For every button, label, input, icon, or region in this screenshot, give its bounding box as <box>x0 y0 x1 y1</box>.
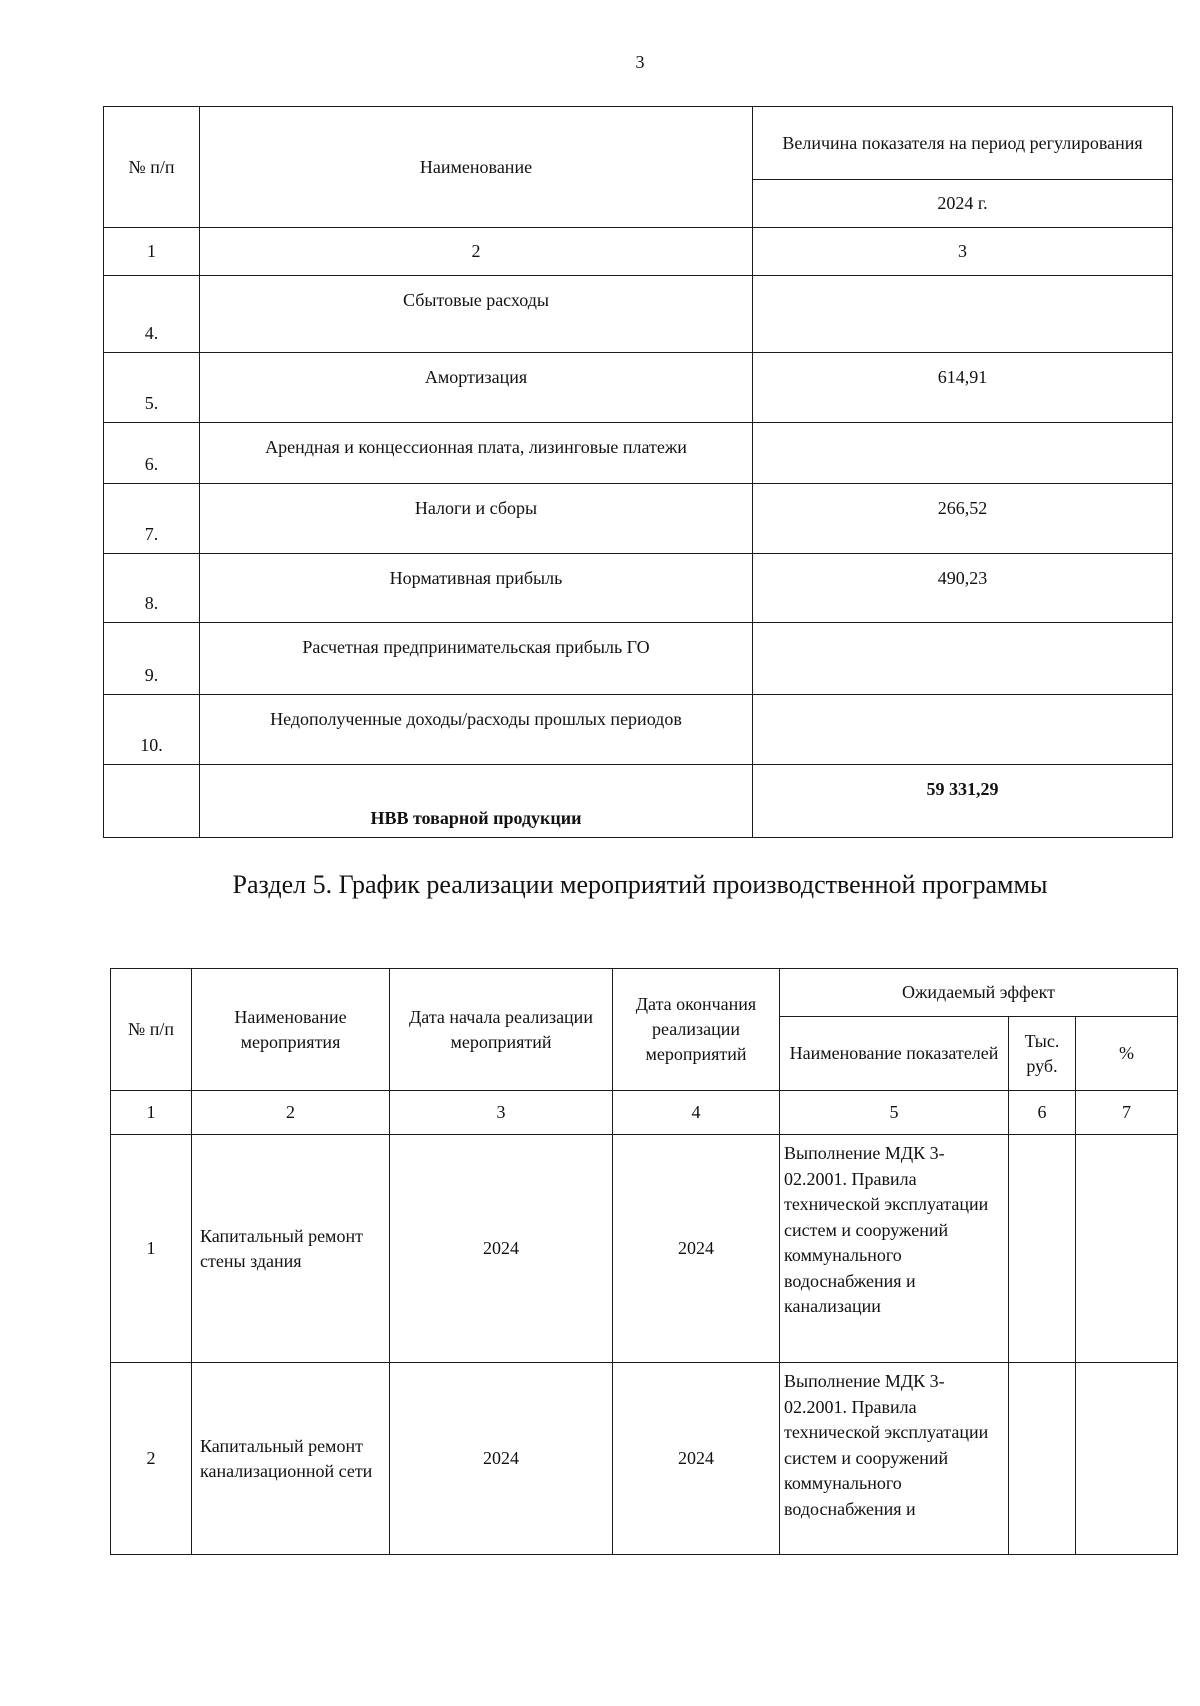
row-effect-indicator: Выполнение МДК 3-02.2001. Правила технической эксплуатации систем и сооружений коммунального водоснабжения и <box>780 1363 1009 1555</box>
index-cell: 2 <box>192 1091 390 1135</box>
row-name: Недополученные доходы/расходы прошлых периодов <box>200 695 753 765</box>
table-row <box>104 623 1173 695</box>
header-indicators: Наименование показателей <box>780 1017 1009 1091</box>
row-thousand-rub <box>1009 1135 1076 1363</box>
row-name: Арендная и концессионная плата, лизинговые платежи <box>200 423 753 484</box>
table-row <box>111 1363 1178 1555</box>
total-num <box>104 765 200 838</box>
table-row <box>104 276 1173 353</box>
row-num: 6. <box>104 423 200 484</box>
row-value <box>753 623 1173 695</box>
row-end-date: 2024 <box>613 1135 780 1363</box>
table-row <box>104 484 1173 554</box>
index-cell: 2 <box>200 228 753 276</box>
row-value <box>753 695 1173 765</box>
row-num: 7. <box>104 484 200 554</box>
row-num: 8. <box>104 554 200 623</box>
table-row <box>104 554 1173 623</box>
row-value: 266,52 <box>753 484 1173 554</box>
row-num: 4. <box>104 276 200 353</box>
row-percent <box>1076 1363 1178 1555</box>
row-num: 9. <box>104 623 200 695</box>
index-cell: 5 <box>780 1091 1009 1135</box>
total-value: 59 331,29 <box>753 765 1173 838</box>
row-event-name: Капитальный ремонт стены здания <box>192 1135 390 1363</box>
row-start-date: 2024 <box>390 1363 613 1555</box>
total-row <box>104 765 1173 838</box>
row-event-name: Капитальный ремонт канализационной сети <box>192 1363 390 1555</box>
index-cell: 3 <box>753 228 1173 276</box>
table-row <box>104 423 1173 484</box>
header-value: Величина показателя на период регулирования <box>753 107 1173 180</box>
row-value: 614,91 <box>753 353 1173 423</box>
page-number: 3 <box>635 52 645 72</box>
row-name: Сбытовые расходы <box>200 276 753 353</box>
production-program-schedule-table <box>110 968 1178 1555</box>
index-cell: 1 <box>111 1091 192 1135</box>
header-end-date: Дата окончания реализации мероприятий <box>613 969 780 1091</box>
header-percent: % <box>1076 1017 1178 1091</box>
row-end-date: 2024 <box>613 1363 780 1555</box>
header-name: Наименование <box>200 107 753 228</box>
table-row <box>104 353 1173 423</box>
header-year: 2024 г. <box>753 180 1173 228</box>
index-cell: 6 <box>1009 1091 1076 1135</box>
row-percent <box>1076 1135 1178 1363</box>
row-name: Амортизация <box>200 353 753 423</box>
header-event-name: Наименование мероприятия <box>192 969 390 1091</box>
total-name: НВВ товарной продукции <box>200 765 753 838</box>
regulation-indicators-table <box>103 106 1173 838</box>
row-effect-indicator: Выполнение МДК 3-02.2001. Правила технической эксплуатации систем и сооружений коммунального водоснабжения и канализации <box>780 1135 1009 1363</box>
row-name: Нормативная прибыль <box>200 554 753 623</box>
row-value <box>753 276 1173 353</box>
header-expected-effect: Ожидаемый эффект <box>780 969 1178 1017</box>
row-num: 5. <box>104 353 200 423</box>
row-thousand-rub <box>1009 1363 1076 1555</box>
section-title: Раздел 5. График реализации мероприятий производственной программы <box>232 870 1048 899</box>
index-cell: 7 <box>1076 1091 1178 1135</box>
header-num: № п/п <box>104 107 200 228</box>
row-value <box>753 423 1173 484</box>
row-name: Налоги и сборы <box>200 484 753 554</box>
row-num: 1 <box>111 1135 192 1363</box>
header-num: № п/п <box>111 969 192 1091</box>
table-row <box>104 695 1173 765</box>
row-start-date: 2024 <box>390 1135 613 1363</box>
index-cell: 3 <box>390 1091 613 1135</box>
header-start-date: Дата начала реализации мероприятий <box>390 969 613 1091</box>
row-num: 10. <box>104 695 200 765</box>
index-cell: 4 <box>613 1091 780 1135</box>
table-row <box>111 1135 1178 1363</box>
row-value: 490,23 <box>753 554 1173 623</box>
index-cell: 1 <box>104 228 200 276</box>
header-thousand-rub: Тыс. руб. <box>1009 1017 1076 1091</box>
row-num: 2 <box>111 1363 192 1555</box>
row-name: Расчетная предпринимательская прибыль ГО <box>200 623 753 695</box>
